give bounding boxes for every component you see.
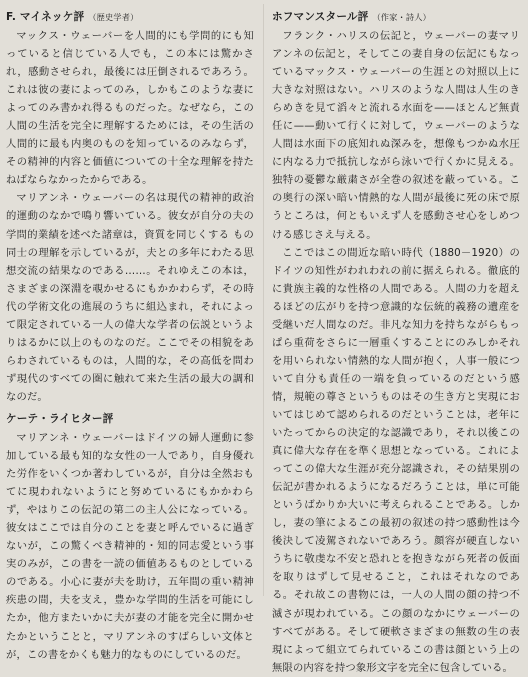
review-meinecke — [6, 8, 254, 406]
review-heading — [272, 8, 520, 27]
reviewer-name: ホフマンスタール評 — [272, 11, 369, 23]
review-paragraph: マックス・ウェーバーを人間的にも学問的にも知っていると信じている人でも，この本には驚かされ，感動させられ，最後には圧倒されるであろう。これは彼の妻によってのみ，しかもこのような妻によってのみ書かれ得るものだった。なぜなら，この人間の生活を完全に理解するためには，その生活の人間的に最も内奥のものを知っているのみならず，その精神的内容と価値についての十全な理解を持たねばならなかったからである。 — [6, 30, 254, 187]
review-heading — [6, 8, 254, 27]
reviewer-role: （歴史学者） — [88, 12, 139, 22]
review-paragraph: ここではこの間近な暗い時代（1880－1920）のドイツの知性がわれわれの前に据えられる。徹底的に貴族主義的な性格の人間である。人間の力を超えるほどの広がりを持つ意識的な伝統的義務の遺産を受継いだ人間なのだ。非凡な知力を持ちながらもっぱら重荷をさらに一層重くすることにのみしかそれを用いられない情熱的な人間が抱く，人事一般について自分も責任の一端を負っているのだという感情，規範の尊さというものはその生き方と実現においてはじめて認められるのだということは，老年にいたってからの決定的な認識であり，それ以後この真に偉大な存在を準く思想となっている。これによってこの偉大な生涯が充分認識され，その結果別の伝記が書かれるようになるだろうことは，単に可能というばかりか大いに考えられることである。しかし，妻の筆によるこの最初の叙述の持つ感動性は今後決して凌駕されないであろう。顔容が硬直しないうちに敬虔な不安と恐れとを抱きながら死者の仮面を取りはずして見せること，これはそれなのである。それ故この書物には，一人の人間の顔の持つ不滅さが現われている。この顔のなかにウェーバーのすべてがある。そして硬軟さまざまの無数の生の表現によって組立てられているこの書は顔という上の無限の内容を持つ象形文字を完全に包含している。 — [272, 246, 520, 674]
column-divider — [263, 4, 264, 596]
left-column — [6, 8, 254, 664]
review-paragraph: マリアンネ・ウェーバーはドイツの婦人運動に参加している最も知的な女性の一人であり，自身優れた労作をいくつか著わしているが，自分は全然おもてに現われないようにと努めているにもかかわらず，やはりこの伝記の第二の主人公になっている。彼女はここでは自分のことを妻と呼んでいるに過ぎないが，この驚くべき精神的・知的同志愛という事実のみが，この書を一読の価値あるものとしているのである。小心に妻が夫を助け，五年間の重い精神疾患の間，夫を支え，豊かな学問的生活を可能にしたか，他方またいかに夫が妻の才能を完全に開かせたかということと，マリアンネのすばらしい文体とが，この書をかくも魅力的なものにしているのだ。 — [6, 431, 254, 661]
review-heading — [6, 410, 254, 429]
review-paragraph: マリアンネ・ウェーバーの名は現代の精神的政治的運動のなかで鳴り響いている。彼女が自分の夫の学問的業績を述べた諸章は，資質を同じくする もの同士の理解を示しているが，夫との多年にわたる思想交流の結果なのである……。それゆえこの本は，さまざまの深淵を覗かせるにもかかわらず，その時代の学術文化の進展のうちに組込まれ，それによって限定されている一人の偉大な学者の伝説というよりはるかに以上のものなのだ。ここでその相貌をあらわされているものは，人間的な，その高低を問わず現代のすべての圏に触れて来た生活の最大の調和なのだ。 — [6, 192, 254, 403]
reviewer-name: F. マイネッケ評 — [6, 11, 85, 23]
reviewer-role: （作家・詩人） — [372, 12, 432, 22]
review-paragraph: フランク・ハリスの伝記と，ウェーバーの妻マリアンネの伝記と，そしてこの妻自身の伝記にもなっているマックス・ウェーバーの生涯との対照以上に大きな対照はない。ハリスのような人間は人生のきらめきを見て滔々と流れる水面を——ほとんど無責任に——動いて行くに対して，ウェーバーのような人間は水面下の底知れぬ深みを，想像もつかぬ水圧に内なる力で抵抗しながら泳いで行くかに見える。独特の憂鬱な厳粛さが全巻の叙述を蔽っている。この奥行の深い暗い情熱的な人間が最後に死の床で原うところは，何ともいえず人を感動させ心をしめつける感じさえ与える。 — [272, 30, 520, 241]
review-hofmannsthal — [272, 8, 520, 677]
right-column — [272, 8, 520, 677]
review-leichter — [6, 410, 254, 664]
reviewer-name: ケーテ・ライヒター評 — [6, 412, 114, 425]
